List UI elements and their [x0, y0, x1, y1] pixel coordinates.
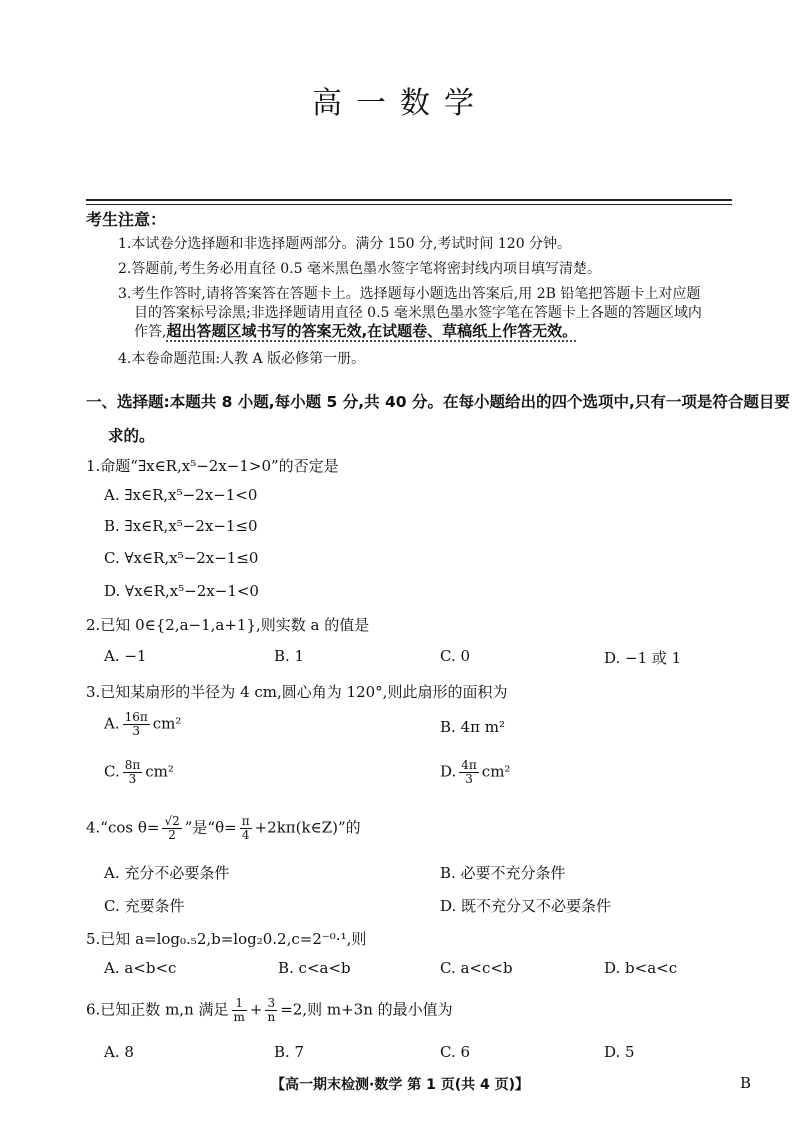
- q6-plus: +: [249, 1000, 263, 1019]
- q6-option-a: A. 8: [104, 1043, 134, 1061]
- corner-mark: B: [740, 1074, 752, 1092]
- q6-stem: [86, 997, 453, 1024]
- q1-option-a: A. ∃x∈R,x⁵−2x−1<0: [104, 486, 258, 504]
- q2-option-a: A. −1: [104, 647, 147, 665]
- q4-fraction-1: [162, 815, 181, 842]
- q6-f2-num: 3: [265, 997, 277, 1011]
- q1-stem: 1.命题“∃x∈R,x⁵−2x−1>0”的否定是: [86, 457, 339, 475]
- q1-option-b: B. ∃x∈R,x⁵−2x−1≤0: [104, 517, 258, 535]
- q4-option-b: B. 必要不充分条件: [440, 864, 566, 882]
- notice-warning: 超出答题区域书写的答案无效,在试题卷、草稿纸上作答无效。: [166, 322, 578, 340]
- notice-item-1: 1.本试卷分选择题和非选择题两部分。满分 150 分,考试时间 120 分钟。: [118, 236, 572, 252]
- q1-option-c: C. ∀x∈R,x⁵−2x−1≤0: [104, 549, 259, 567]
- page-footer: 【高一期末检测·数学 第 1 页(共 4 页)】: [271, 1077, 529, 1093]
- q4-part-1: 4.“cos θ=: [86, 818, 160, 837]
- q3-a-label: A.: [104, 714, 120, 733]
- q3-option-d: [440, 759, 510, 786]
- notice-item-3-cont: 目的答案标号涂黑;非选择题请用直径 0.5 毫米黑色墨水签字笔在答题卡上各题的答题区域内: [134, 305, 702, 321]
- top-rule-thin: [86, 204, 732, 205]
- q4-option-d: D. 既不充分又不必要条件: [440, 897, 612, 915]
- q3-option-a: [104, 711, 181, 738]
- notice-heading: 考生注意：: [86, 210, 167, 229]
- q3-option-c: [104, 759, 174, 786]
- q5-option-a: A. a<b<c: [104, 959, 177, 977]
- q2-option-c: C. 0: [440, 647, 471, 665]
- section-heading: 一、选择题:本题共 8 小题,每小题 5 分,共 40 分。在每小题给出的四个选项中,只有一项是符合题目要: [86, 393, 790, 411]
- q3-d-fraction: [459, 759, 479, 786]
- page-title: 高一数学: [312, 86, 488, 121]
- q3-c-fraction: [123, 759, 143, 786]
- q6-part-2: =2,则 m+3n 的最小值为: [280, 1000, 453, 1019]
- q4-option-a: A. 充分不必要条件: [104, 864, 230, 882]
- q6-option-c: C. 6: [440, 1043, 471, 1061]
- q3-a-fraction: [123, 711, 150, 738]
- q3-c-den: 3: [128, 772, 137, 786]
- notice-item-2: 2.答题前,考生务必用直径 0.5 毫米黑色墨水签字笔将密封线内项目填写清楚。: [118, 261, 601, 277]
- notice-item-3-prefix: 作答,: [134, 324, 167, 340]
- q6-option-b: B. 7: [274, 1043, 305, 1061]
- q3-option-b: B. 4π m²: [440, 718, 505, 736]
- q4-f1-num: √2: [164, 814, 180, 828]
- q6-f2-den: n: [267, 1010, 276, 1024]
- q6-option-d: D. 5: [604, 1043, 635, 1061]
- q5-option-b: B. c<a<b: [278, 959, 351, 977]
- q3-c-unit: cm²: [145, 762, 174, 781]
- q4-part-2: ”是“θ=: [184, 818, 237, 837]
- q2-option-b: B. 1: [274, 647, 305, 665]
- q5-stem: 5.已知 a=log₀.₅2,b=log₂0.2,c=2⁻⁰·¹,则: [86, 930, 367, 948]
- q3-a-num: 16π: [124, 710, 148, 724]
- q6-f1-num: 1: [232, 997, 247, 1011]
- q6-fraction-2: [265, 997, 277, 1024]
- q3-stem: 3.已知某扇形的半径为 4 cm,圆心角为 120°,则此扇形的面积为: [86, 683, 508, 701]
- q4-stem: [86, 815, 361, 842]
- q5-option-c: C. a<c<b: [440, 959, 513, 977]
- q3-d-den: 3: [465, 772, 473, 786]
- q3-a-den: 3: [132, 724, 140, 738]
- q3-d-num: 4π: [461, 758, 477, 772]
- q6-part-1: 6.已知正数 m,n 满足: [86, 1000, 229, 1019]
- notice-item-4: 4.本卷命题范围:人教 A 版必修第一册。: [118, 351, 366, 367]
- q4-option-c: C. 充要条件: [104, 897, 185, 915]
- q3-c-num: 8π: [124, 758, 141, 772]
- notice-item-3: 3.考生作答时,请将答案答在答题卡上。选择题每小题选出答案后,用 2B 铅笔把答题卡上对应题: [118, 286, 701, 302]
- q4-fraction-2: [240, 815, 252, 842]
- top-rule: [86, 199, 732, 201]
- q4-f2-num: π: [241, 814, 250, 828]
- notice-item-3-line3: [134, 320, 577, 341]
- q2-option-d: D. −1 或 1: [604, 649, 682, 667]
- q3-c-label: C.: [104, 762, 120, 781]
- q3-a-unit: cm²: [152, 714, 182, 733]
- q5-option-d: D. b<a<c: [604, 959, 678, 977]
- q6-f1-den: m: [233, 1010, 245, 1024]
- q4-f2-den: 4: [241, 828, 250, 842]
- q6-fraction-1: [232, 997, 247, 1024]
- q4-f1-den: 2: [168, 828, 176, 842]
- q4-part-3: +2kπ(k∈Z)”的: [254, 818, 361, 837]
- q3-d-unit: cm²: [481, 762, 511, 781]
- q2-stem: 2.已知 0∈{2,a−1,a+1},则实数 a 的值是: [86, 616, 370, 634]
- section-heading-cont: 求的。: [108, 427, 155, 445]
- q3-d-label: D.: [440, 762, 457, 781]
- q1-option-d: D. ∀x∈R,x⁵−2x−1<0: [104, 582, 259, 600]
